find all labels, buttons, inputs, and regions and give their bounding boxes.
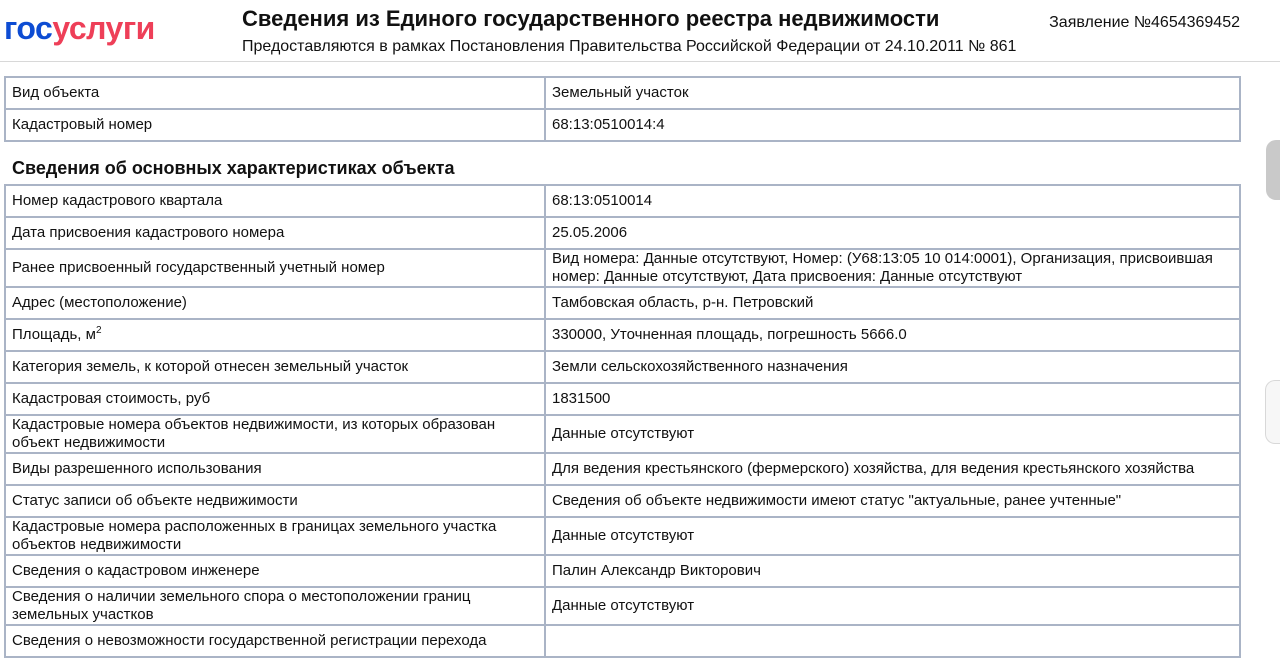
table-row <box>5 217 1240 249</box>
row-label: Вид объекта <box>5 77 545 109</box>
row-label: Категория земель, к которой отнесен земельный участок <box>5 351 545 383</box>
table-row <box>5 453 1240 485</box>
table-row <box>5 185 1240 217</box>
row-label: Дата присвоения кадастрового номера <box>5 217 545 249</box>
table-row <box>5 555 1240 587</box>
row-label: Сведения о невозможности государственной регистрации перехода <box>5 625 545 657</box>
row-value: Данные отсутствуют <box>545 517 1240 555</box>
row-value: Земли сельскохозяйственного назначения <box>545 351 1240 383</box>
table-row <box>5 383 1240 415</box>
row-label: Кадастровый номер <box>5 109 545 141</box>
row-value: 68:13:0510014 <box>545 185 1240 217</box>
row-value: 68:13:0510014:4 <box>545 109 1240 141</box>
table-row <box>5 625 1240 657</box>
logo-part-uslugi: услуги <box>52 10 155 46</box>
table-row <box>5 485 1240 517</box>
gosuslugi-logo[interactable] <box>4 10 155 47</box>
document-title: Сведения из Единого государственного реестра недвижимости <box>242 6 940 31</box>
table-row <box>5 287 1240 319</box>
row-value: Данные отсутствуют <box>545 415 1240 453</box>
row-label: Ранее присвоенный государственный учетный номер <box>5 249 545 287</box>
row-value: Сведения об объекте недвижимости имеют статус "актуальные, ранее учтенные" <box>545 485 1240 517</box>
row-label: Кадастровые номера расположенных в границах земельного участка объектов недвижимости <box>5 517 545 555</box>
scroll-handle[interactable] <box>1266 140 1280 200</box>
side-panel-tab[interactable] <box>1265 380 1280 444</box>
row-label: Номер кадастрового квартала <box>5 185 545 217</box>
table-row <box>5 77 1240 109</box>
row-label: Кадастровые номера объектов недвижимости, из которых образован объект недвижимости <box>5 415 545 453</box>
table-row <box>5 249 1240 287</box>
application-number: Заявление №4654369452 <box>1049 14 1240 31</box>
row-value: Земельный участок <box>545 77 1240 109</box>
row-value: 1831500 <box>545 383 1240 415</box>
object-table <box>4 76 1241 142</box>
header-divider <box>0 61 1280 62</box>
row-value: Для ведения крестьянского (фермерского) хозяйства, для ведения крестьянского хозяйства <box>545 453 1240 485</box>
characteristics-table <box>4 184 1241 658</box>
row-value: Палин Александр Викторович <box>545 555 1240 587</box>
row-label: Адрес (местоположение) <box>5 287 545 319</box>
area-unit-superscript: 2 <box>95 325 102 336</box>
row-label: Статус записи об объекте недвижимости <box>5 485 545 517</box>
row-label: Сведения о кадастровом инженере <box>5 555 545 587</box>
logo-part-gos: гос <box>4 10 53 46</box>
table-row <box>5 319 1240 351</box>
table-row <box>5 517 1240 555</box>
table-row <box>5 415 1240 453</box>
row-value <box>545 625 1240 657</box>
table-row <box>5 351 1240 383</box>
section-title: Сведения об основных характеристиках объекта <box>12 158 455 178</box>
row-value: Вид номера: Данные отсутствуют, Номер: (У68:13:05 10 014:0001), Организация, присвоившая номер: Данные отсутствуют, Дата присвоения: Данные отсутствуют <box>545 249 1240 287</box>
row-label: Кадастровая стоимость, руб <box>5 383 545 415</box>
row-label: Виды разрешенного использования <box>5 453 545 485</box>
row-label-area <box>5 319 545 351</box>
document-subtitle: Предоставляются в рамках Постановления Правительства Российской Федерации от 24.10.2011 № 861 <box>242 38 1017 55</box>
row-value: 330000, Уточненная площадь, погрешность 5666.0 <box>545 319 1240 351</box>
area-label-text: Площадь, м <box>12 326 96 343</box>
row-value: Данные отсутствуют <box>545 587 1240 625</box>
row-label: Сведения о наличии земельного спора о местоположении границ земельных участков <box>5 587 545 625</box>
row-value: Тамбовская область, р-н. Петровский <box>545 287 1240 319</box>
row-value: 25.05.2006 <box>545 217 1240 249</box>
table-row <box>5 109 1240 141</box>
table-row <box>5 587 1240 625</box>
